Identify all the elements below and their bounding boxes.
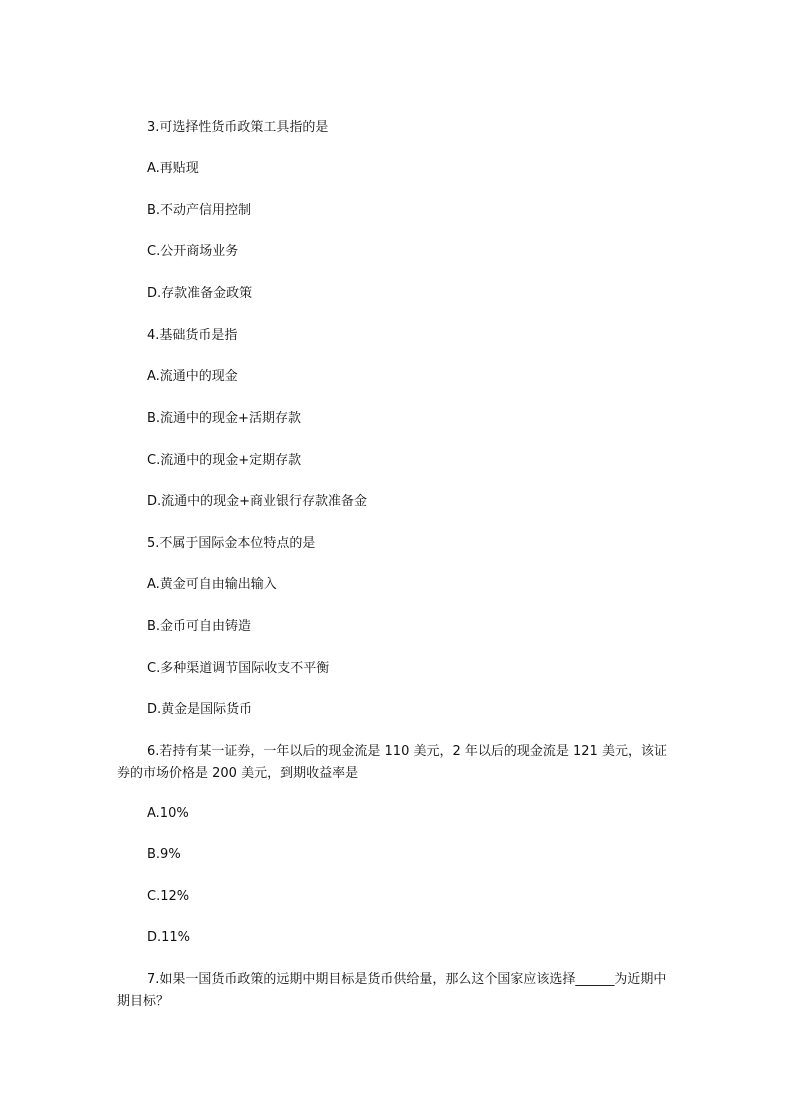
question-4-option-c: C.流通中的现金+定期存款 [147, 453, 302, 468]
question-3-option-a: A.再贴现 [147, 161, 199, 176]
question-6-option-a: A.10% [147, 806, 189, 821]
question-4-option-d: D.流通中的现金+商业银行存款准备金 [147, 494, 368, 509]
question-6-option-c: C.12% [147, 889, 190, 904]
question-3-option-d: D.存款准备金政策 [147, 286, 253, 301]
question-4-option-b: B.流通中的现金+活期存款 [147, 411, 301, 426]
question-4-option-a: A.流通中的现金 [147, 369, 238, 384]
question-3-stem: 3.可选择性货币政策工具指的是 [147, 120, 329, 135]
question-6-option-d: D.11% [147, 930, 191, 945]
question-3-option-b: B.不动产信用控制 [147, 203, 252, 218]
question-5-option-d: D.黄金是国际货币 [147, 702, 253, 717]
question-7-stem: 7.如果一国货币政策的远期中期目标是货币供给量，那么这个国家应该选择______为近期中期目标？ [117, 972, 667, 1009]
question-5-option-b: B.金币可自由铸造 [147, 619, 252, 634]
question-4-stem: 4.基础货币是指 [147, 328, 238, 343]
question-6-stem: 6.若持有某一证券，一年以后的现金流是 110 美元，2 年以后的现金流是 121 美元，该证券的市场价格是 200 美元，到期收益率是 [117, 744, 667, 781]
question-5-stem: 5.不属于国际金本位特点的是 [147, 536, 316, 551]
question-6-option-b: B.9% [147, 847, 181, 862]
question-5-option-a: A.黄金可自由输出输入 [147, 577, 277, 592]
question-5-option-c: C.多种渠道调节国际收支不平衡 [147, 661, 330, 676]
question-3-option-c: C.公开商场业务 [147, 244, 239, 259]
